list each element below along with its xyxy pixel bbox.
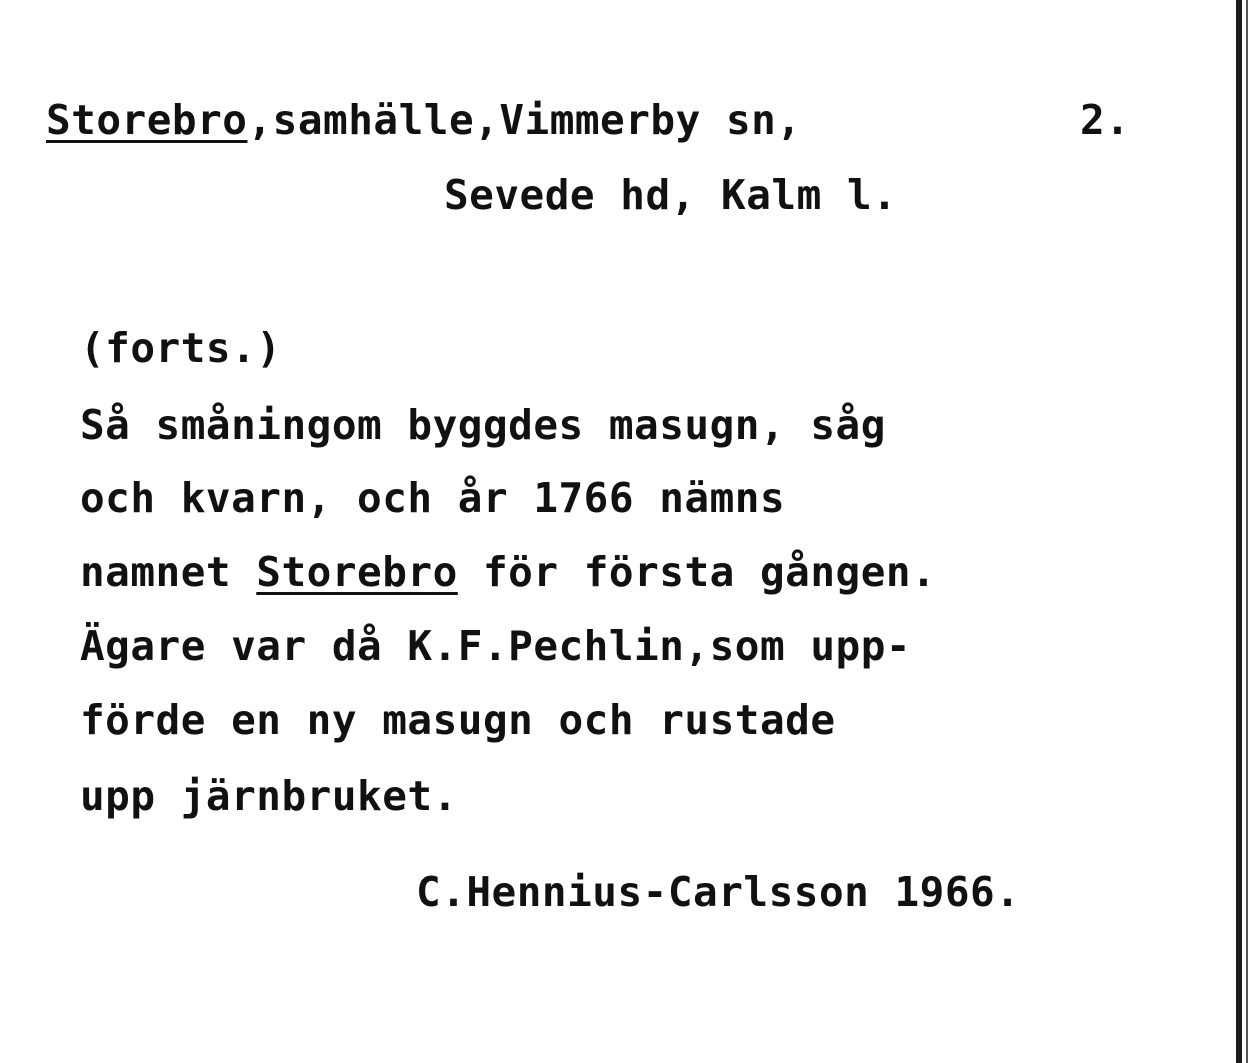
body-line-2: och kvarn, och år 1766 nämns: [80, 474, 786, 522]
body-line-4: Ägare var då K.F.Pechlin,som upp-: [80, 622, 912, 670]
continuation-marker: (forts.): [80, 324, 282, 372]
author-signature: C.Hennius-Carlsson 1966.: [416, 868, 1021, 916]
body-line-5: förde en ny masugn och rustade: [80, 696, 836, 744]
body-line-1: Så småningom byggdes masugn, såg: [80, 401, 886, 449]
card-edge-border: [1236, 0, 1242, 1063]
body-place-name: Storebro: [256, 548, 458, 596]
header-place-line: [46, 96, 802, 144]
body-line-3-pre: namnet: [80, 548, 257, 596]
body-line-3-post: för första gången.: [457, 548, 937, 596]
body-line-3: [80, 548, 937, 596]
district-line: Sevede hd, Kalm l.: [444, 171, 898, 219]
card-number: 2.: [1080, 96, 1131, 144]
body-line-6: upp järnbruket.: [80, 772, 458, 820]
place-description: ,samhälle,Vimmerby sn,: [247, 96, 802, 144]
place-name: Storebro: [46, 96, 248, 144]
